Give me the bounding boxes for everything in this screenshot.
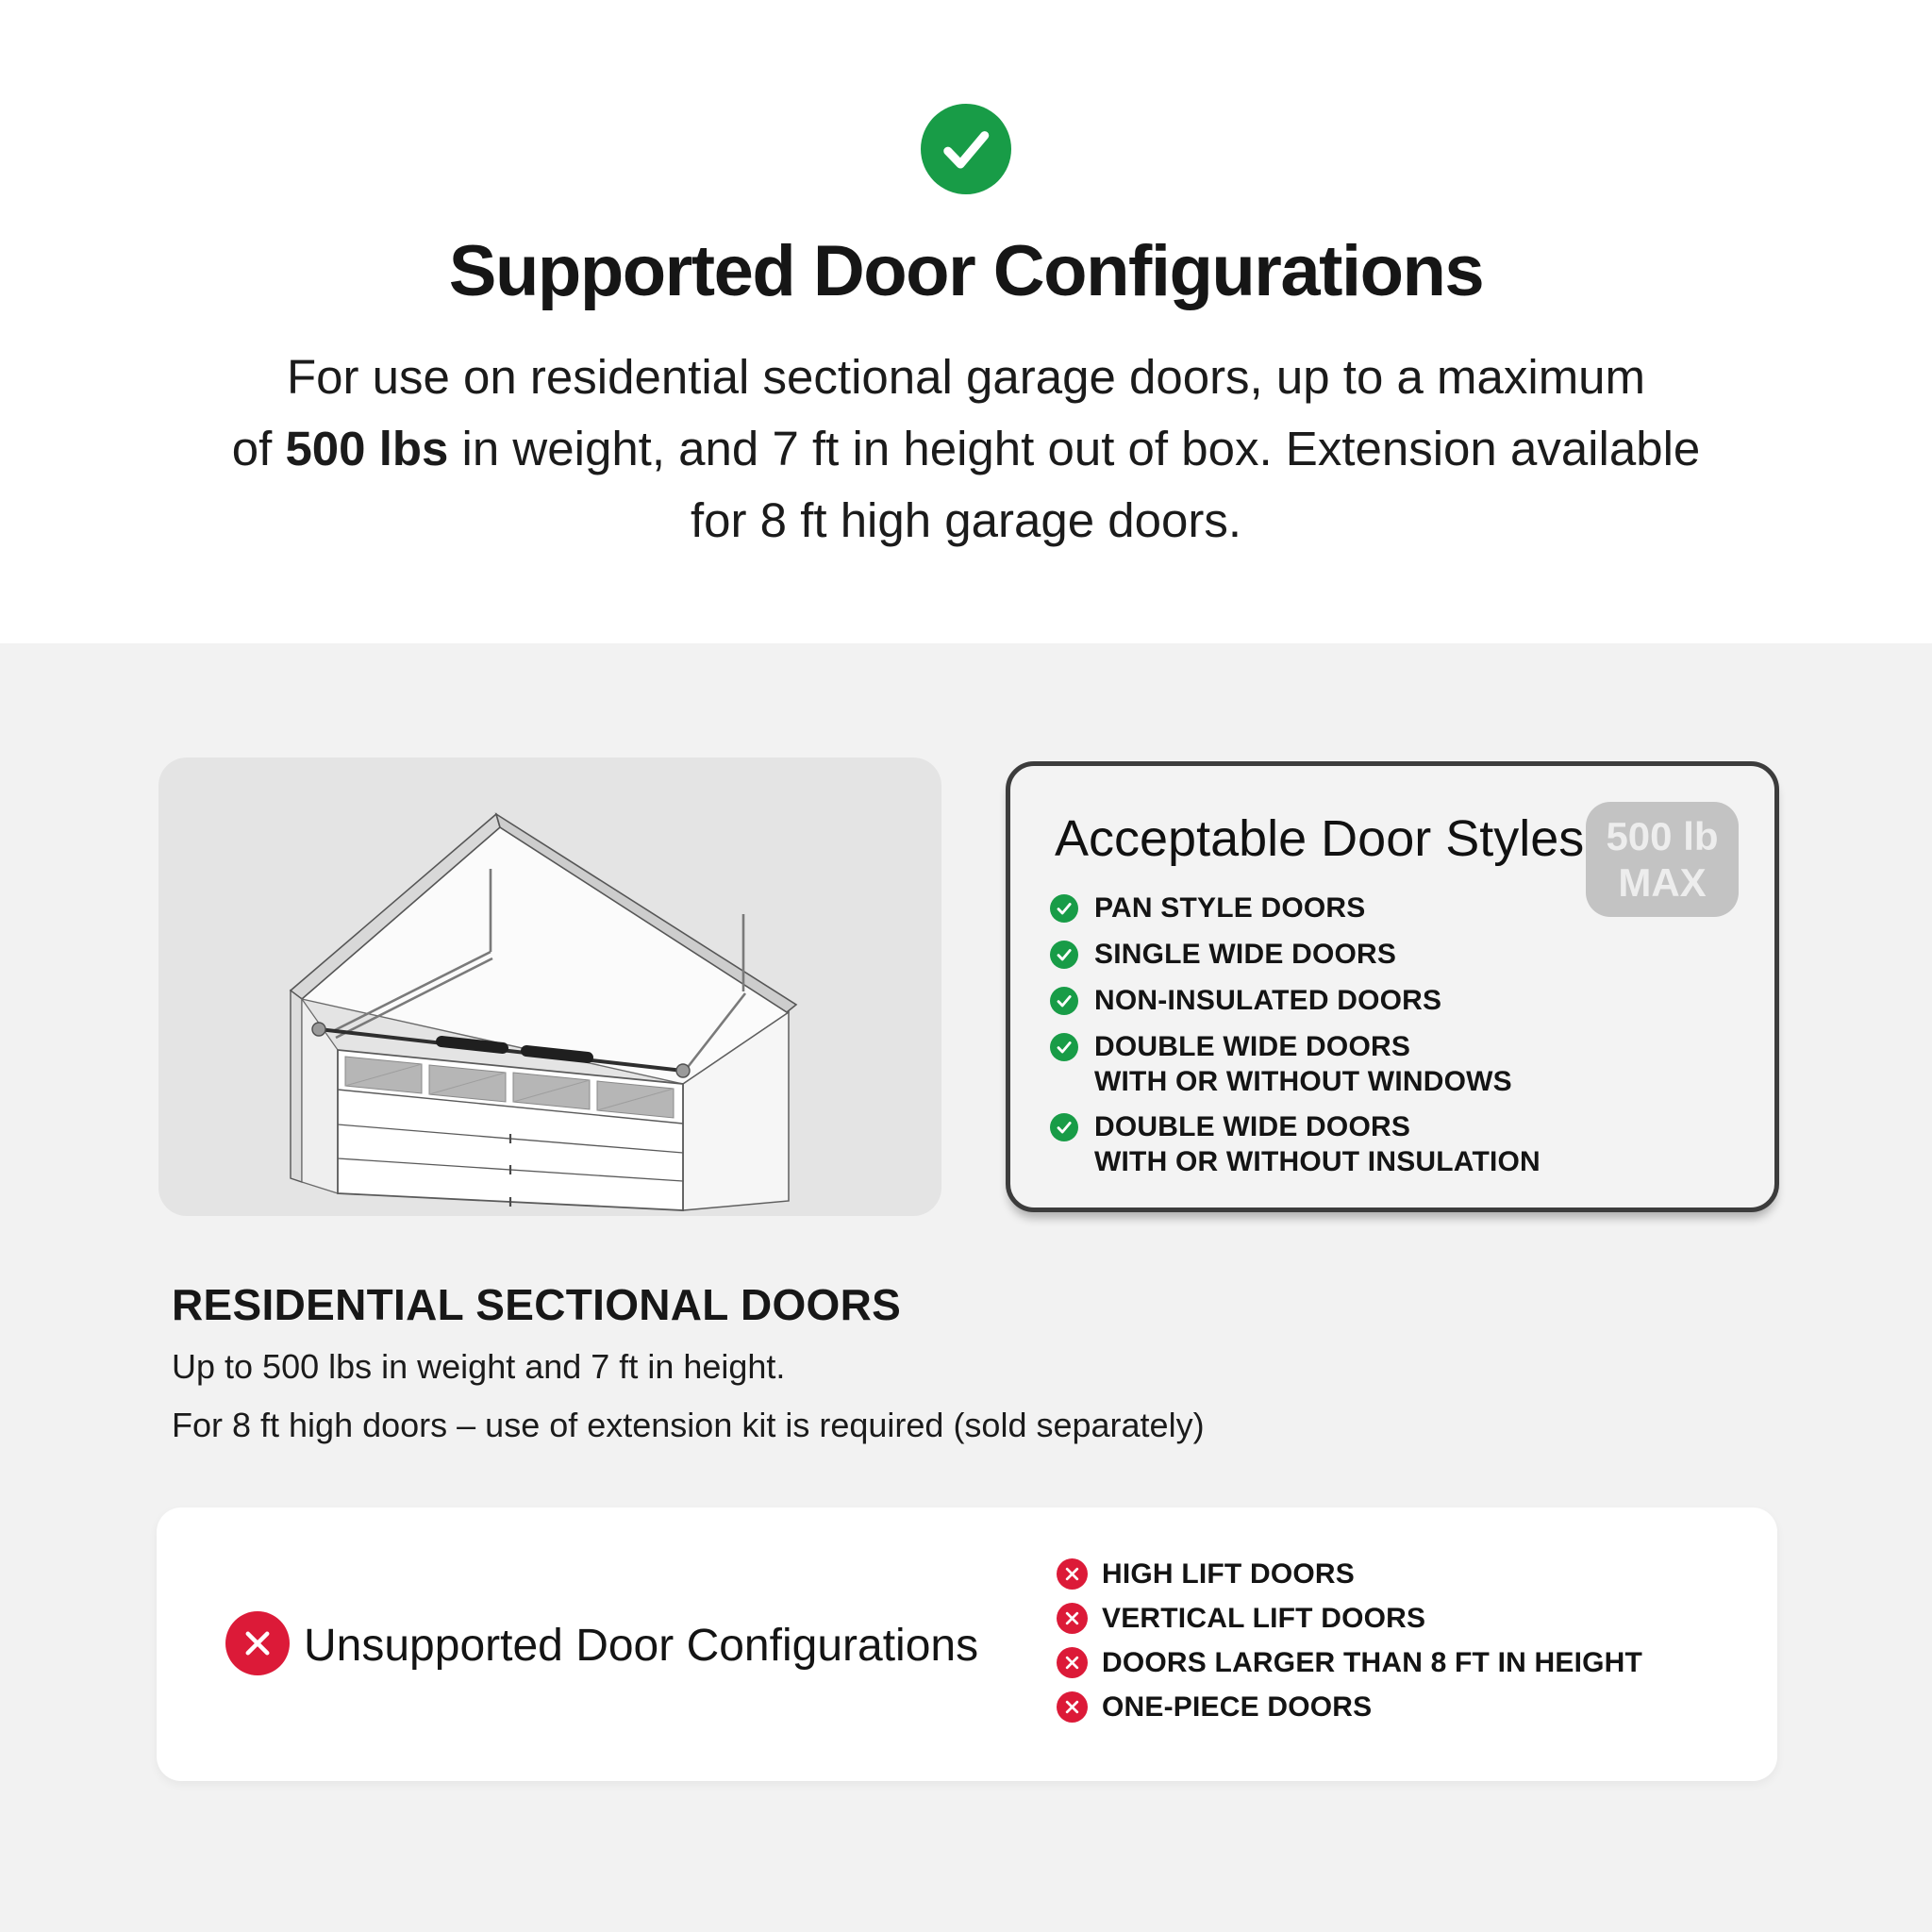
- x-circle-icon: [1057, 1647, 1088, 1678]
- list-item-label: HIGH LIFT DOORS: [1102, 1557, 1355, 1590]
- list-item: [1057, 1685, 1642, 1729]
- list-item-label: ONE-PIECE DOORS: [1102, 1690, 1373, 1723]
- unsupported-door-list: [1057, 1552, 1642, 1729]
- intro-paragraph: [0, 341, 1932, 557]
- intro-line-2: of 500 lbs in weight, and 7 ft in height out of box. Extension available: [231, 422, 1701, 475]
- list-item: [1050, 1033, 1541, 1095]
- residential-line-2: For 8 ft high doors – use of extension kit is required (sold separately): [172, 1406, 1205, 1444]
- weight-limit-badge: [1586, 802, 1739, 917]
- list-item-subline: WITH OR WITHOUT INSULATION: [1094, 1146, 1541, 1177]
- check-circle-icon: [1050, 1113, 1078, 1141]
- x-circle-icon: [1057, 1558, 1088, 1590]
- x-circle-icon: [225, 1611, 290, 1675]
- intro-line-1: For use on residential sectional garage doors, up to a maximum: [286, 350, 1646, 404]
- list-item: [1057, 1552, 1642, 1596]
- residential-line-1: Up to 500 lbs in weight and 7 ft in height.: [172, 1347, 786, 1386]
- check-circle-icon: [1050, 987, 1078, 1015]
- list-item: [1057, 1596, 1642, 1641]
- acceptable-door-styles-card: [1006, 761, 1779, 1212]
- page-title: Supported Door Configurations: [448, 231, 1484, 311]
- list-item: [1050, 987, 1541, 1015]
- list-item: [1050, 894, 1541, 923]
- list-item-subline: WITH OR WITHOUT WINDOWS: [1094, 1066, 1512, 1097]
- unsupported-door-configurations-card: [157, 1507, 1777, 1781]
- list-item-label: VERTICAL LIFT DOORS: [1102, 1602, 1426, 1634]
- list-item-label: SINGLE WIDE DOORS: [1094, 939, 1397, 970]
- badge-max: MAX: [1618, 860, 1707, 905]
- residential-heading: RESIDENTIAL SECTIONAL DOORS: [172, 1280, 902, 1329]
- list-item-label: PAN STYLE DOORS: [1094, 892, 1366, 924]
- header-section: [0, 0, 1932, 643]
- check-circle-icon: [921, 104, 1011, 194]
- check-circle-icon: [1050, 894, 1078, 923]
- intro-bold-weight: 500 lbs: [285, 422, 449, 475]
- check-circle-icon: [1050, 1033, 1078, 1061]
- x-circle-icon: [1057, 1691, 1088, 1723]
- list-item-label: DOUBLE WIDE DOORS WITH OR WITHOUT INSULATION: [1094, 1111, 1541, 1177]
- intro-line-3: for 8 ft high garage doors.: [690, 493, 1242, 547]
- list-item-label: DOUBLE WIDE DOORS WITH OR WITHOUT WINDOWS: [1094, 1031, 1512, 1097]
- garage-illustration: [158, 758, 941, 1216]
- badge-weight: 500 lb: [1606, 814, 1719, 858]
- list-item-label: NON-INSULATED DOORS: [1094, 985, 1442, 1016]
- garage-illustration-card: [158, 758, 941, 1216]
- list-item: [1050, 1113, 1541, 1175]
- x-circle-icon: [1057, 1603, 1088, 1634]
- list-item: [1057, 1641, 1642, 1685]
- check-circle-icon: [1050, 941, 1078, 969]
- acceptable-door-list: [1050, 894, 1541, 1193]
- acceptable-card-title: Acceptable Door Styles: [1055, 810, 1585, 867]
- unsupported-card-title: Unsupported Door Configurations: [304, 1621, 979, 1671]
- list-item: [1050, 941, 1541, 969]
- list-item-label: DOORS LARGER THAN 8 FT IN HEIGHT: [1102, 1646, 1643, 1678]
